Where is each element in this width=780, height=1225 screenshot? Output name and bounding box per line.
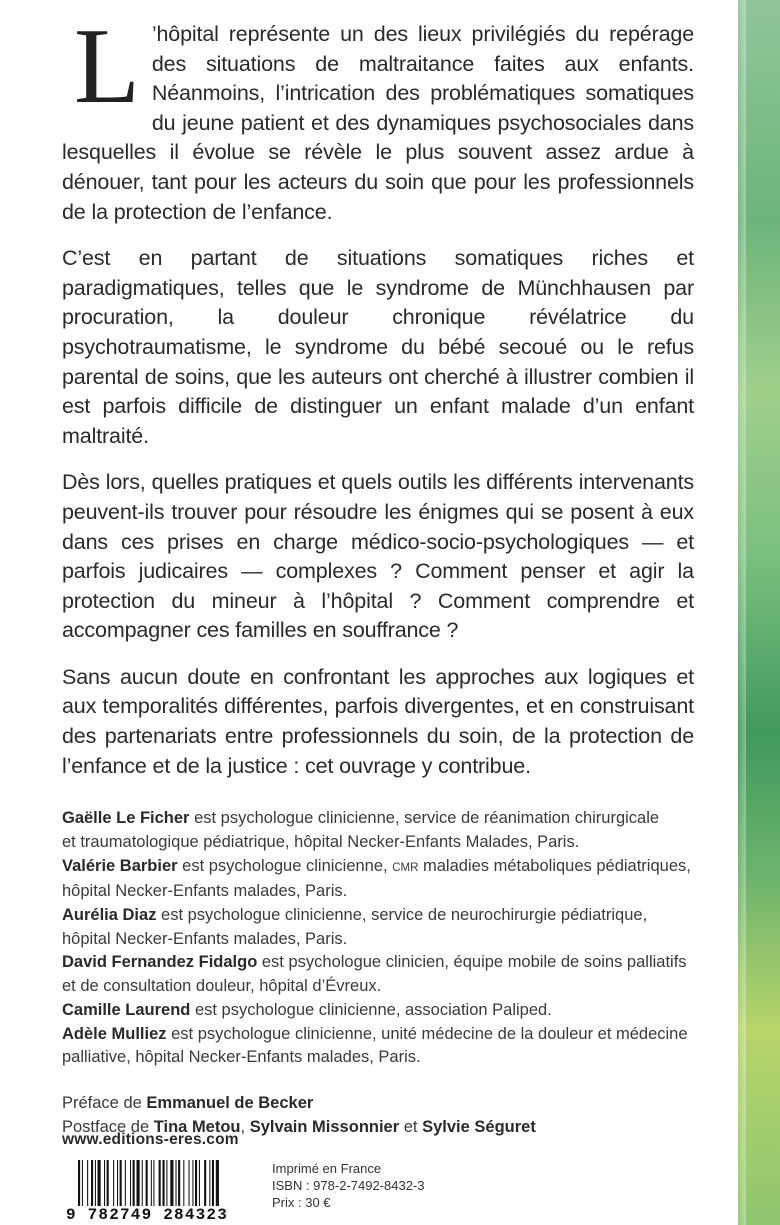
- barcode-bar: [163, 1160, 165, 1206]
- barcode-icon: [78, 1160, 254, 1206]
- author-bio: Valérie Barbier est psychologue clinicienne, CMR maladies métaboliques pédiatriques,: [62, 856, 691, 875]
- barcode-bar: [117, 1160, 118, 1206]
- preface-author: Emmanuel de Becker: [146, 1093, 314, 1112]
- barcode-bar: [87, 1160, 88, 1206]
- isbn-barcode: [66, 1158, 254, 1224]
- author-bio-cont: et traumatologique pédiatrique, hôpital Necker-Enfants Malades, Paris.: [62, 832, 580, 851]
- barcode-bar: [195, 1160, 197, 1206]
- barcode-bar: [166, 1160, 167, 1206]
- barcode-bar: [183, 1160, 184, 1206]
- barcode-bar: [189, 1160, 190, 1206]
- barcode-bar: [104, 1160, 105, 1206]
- barcode-bar: [204, 1160, 206, 1206]
- author-bio: David Fernandez Fidalgo est psychologue clinicien, équipe mobile de soins palliatifs: [62, 953, 687, 972]
- barcode-bar: [120, 1160, 122, 1206]
- author-name: Gaëlle Le Ficher: [62, 809, 190, 828]
- barcode-bar: [107, 1160, 109, 1206]
- blurb-paragraph-2: C’est en partant de situations somatiques riches et paradigmatiques, telles que le syndrome de Münchhausen par procuration, la douleur chronique révélatrice du psychotraumatisme, le syndrome du bébé secoué ou le refus parental de soins, que les auteurs ont cherché à illustrer combien il est parfois difficile de distinguer un enfant malade d’un enfant maltraité.: [62, 246, 694, 448]
- author-name: Adèle Mulliez: [62, 1024, 167, 1043]
- barcode-bar: [209, 1160, 210, 1206]
- author-name: Camille Laurend: [62, 1000, 191, 1019]
- barcode-bar: [91, 1160, 93, 1206]
- barcode-bar: [78, 1160, 80, 1206]
- blurb-paragraph-1: [62, 7, 694, 227]
- barcode-bar: [98, 1160, 101, 1206]
- postface-author: Tina Metou: [153, 1117, 241, 1136]
- drop-cap: L: [74, 7, 140, 126]
- publisher-website[interactable]: www.editions-eres.com: [62, 1131, 239, 1148]
- barcode-bar: [125, 1160, 126, 1206]
- author-bio: Camille Laurend est psychologue clinicienne, association Paliped.: [62, 1000, 552, 1019]
- cover-edge-shade: [736, 0, 746, 1225]
- price: Prix : 30 €: [272, 1195, 331, 1210]
- barcode-bar: [133, 1160, 135, 1206]
- author-name: Aurélia Diaz: [62, 906, 157, 925]
- blurb-paragraph-4: Sans aucun doute en confrontant les approches aux logiques et aux temporalités différentes, parfois divergentes, et en construisant des partenariats entre professionnels du soin, de la protection de l’enfance et de la justice : cet ouvrage y contribue.: [62, 664, 694, 778]
- barcode-bar: [176, 1160, 177, 1206]
- barcode-bar: [153, 1160, 154, 1206]
- barcode-bar: [113, 1160, 114, 1206]
- author-bio: Gaëlle Le Ficher est psychologue clinicienne, service de réanimation chirurgicale: [62, 809, 660, 828]
- postface-line: Postface de Tina Metou, Sylvain Missonnier et Sylvie Séguret: [62, 1117, 536, 1136]
- back-cover-text: [62, 7, 694, 1139]
- abbreviation: CMR: [392, 861, 419, 874]
- author-name: Valérie Barbier: [62, 856, 178, 875]
- barcode-bar: [137, 1160, 140, 1206]
- printed-in: Imprimé en France: [272, 1161, 382, 1176]
- barcode-bar: [216, 1160, 219, 1206]
- barcode-digits: 9 782749 284323: [66, 1206, 229, 1224]
- isbn: ISBN : 978-2-7492-8432-3: [272, 1178, 425, 1193]
- barcode-bar: [178, 1160, 180, 1206]
- barcode-bar: [146, 1160, 148, 1206]
- author-bios: [62, 807, 694, 1070]
- blurb-paragraph-3: Dès lors, quelles pratiques et quels outils les différents intervenants peuvent-ils trouver pour résoudre les énigmes qui se posent à eux dans ces prises en charge médico-socio-psychologiques — et parfois judicaires — complexes ? Comment penser et agir la protection du mineur à l’hôpital ? Comment comprendre et accompagner ces familles en souffrance ?: [62, 470, 694, 643]
- postface-author: Sylvain Missonnier: [249, 1117, 400, 1136]
- publication-info: [272, 1160, 424, 1211]
- author-bio: Aurélia Diaz est psychologue clinicienne, service de neurochirurgie pédiatrique,: [62, 906, 648, 925]
- blurb-text-1: ’hôpital représente un des lieux privilégiés du repérage des situations de maltraitance faites aux enfants. Néanmoins, l’intrication des problématiques somatiques du jeune patient et des dynamiques psychosociales dans lesquelles il évolue se révèle le plus souvent assez ardue à dénouer, tant pour les acteurs du soin que pour les professionnels de la protection de l’enfance.: [62, 22, 694, 224]
- author-bio-cont: et de consultation douleur, hôpital d’Évreux.: [62, 977, 382, 996]
- barcode-bar: [170, 1160, 173, 1206]
- author-bio-cont: hôpital Necker-Enfants malades, Paris.: [62, 929, 348, 948]
- author-bio-cont: hôpital Necker-Enfants malades, Paris.: [62, 882, 348, 901]
- author-name: David Fernandez Fidalgo: [62, 953, 258, 972]
- barcode-bar: [151, 1160, 152, 1206]
- author-bio: Adèle Mulliez est psychologue clinicienne, unité médecine de la douleur et médecine: [62, 1024, 688, 1043]
- preface-line: Préface de Emmanuel de Becker: [62, 1093, 314, 1112]
- barcode-bar: [199, 1160, 200, 1206]
- barcode-bar: [192, 1160, 193, 1206]
- author-bio-cont: palliative, hôpital Necker-Enfants malades, Paris.: [62, 1048, 421, 1067]
- postface-author: Sylvie Séguret: [422, 1117, 536, 1136]
- barcode-bar: [142, 1160, 143, 1206]
- barcode-bar: [159, 1160, 161, 1206]
- barcode-bar: [95, 1160, 96, 1206]
- barcode-bar: [212, 1160, 214, 1206]
- barcode-bar: [130, 1160, 131, 1206]
- barcode-bar: [82, 1160, 83, 1206]
